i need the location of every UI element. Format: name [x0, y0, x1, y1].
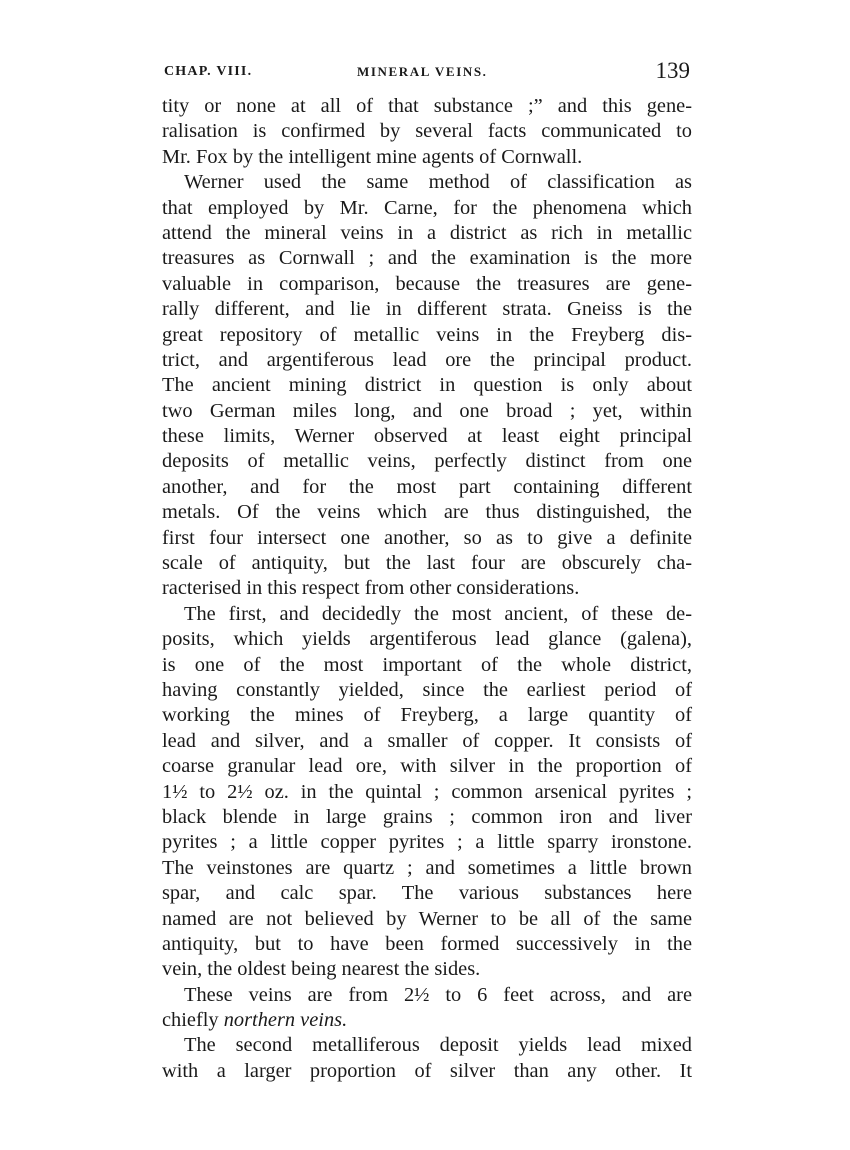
text-line	[162, 399, 692, 424]
text-line	[162, 500, 692, 525]
text-line	[162, 119, 692, 144]
text-line	[162, 551, 692, 576]
text-line	[162, 957, 692, 982]
chapter-label: CHAP. VIII.	[164, 64, 253, 79]
text-line	[162, 323, 692, 348]
line-text: These veins are from 2½ to 6 feet across, and are	[184, 983, 692, 1006]
text-line	[162, 246, 692, 271]
text-line	[162, 145, 692, 170]
text-line	[162, 932, 692, 957]
line-text: great repository of metallic veins in the Freyberg dis-	[162, 323, 692, 346]
line-text: Werner used the same method of classification as	[184, 171, 692, 194]
line-text: The veinstones are quartz ; and sometimes a little brown	[162, 856, 692, 879]
body-text	[162, 94, 692, 1084]
text-line	[162, 983, 692, 1008]
line-text: tity or none at all of that substance ;” and this gene-	[162, 95, 692, 117]
text-line	[162, 729, 692, 754]
page-number: 139	[655, 58, 690, 83]
line-text: having constantly yielded, since the earliest period of	[162, 678, 692, 701]
text-line	[162, 449, 692, 474]
line-text: racterised in this respect from other considerations.	[162, 577, 580, 600]
book-page	[162, 60, 692, 1084]
line-text: The ancient mining district in question is only about	[162, 374, 692, 397]
text-line	[162, 653, 692, 678]
text-line	[162, 602, 692, 627]
line-text: ralisation is confirmed by several facts communicated to	[162, 120, 692, 143]
line-text: these limits, Werner observed at least eight principal	[162, 425, 692, 448]
line-text: attend the mineral veins in a district as rich in metallic	[162, 221, 692, 244]
text-line	[162, 373, 692, 398]
line-text: metals. Of the veins which are thus distinguished, the	[162, 501, 692, 524]
line-text: The second metalliferous deposit yields lead mixed	[184, 1034, 692, 1057]
line-text: treasures as Cornwall ; and the examination is the more	[162, 247, 692, 270]
text-line	[162, 196, 692, 221]
line-text: pyrites ; a little copper pyrites ; a little sparry ironstone.	[162, 831, 692, 854]
text-line	[162, 881, 692, 906]
text-line	[162, 907, 692, 932]
text-line	[162, 1059, 692, 1084]
text-line	[162, 678, 692, 703]
text-line	[162, 526, 692, 551]
text-line	[162, 297, 692, 322]
line-text: scale of antiquity, but the last four are obscurely cha-	[162, 552, 692, 575]
line-text: spar, and calc spar. The various substances here	[162, 882, 692, 905]
line-text: rally different, and lie in different strata. Gneiss is the	[162, 298, 692, 321]
line-text: another, and for the most part containing different	[162, 475, 692, 498]
line-text: 1½ to 2½ oz. in the quintal ; common arsenical pyrites ;	[162, 780, 692, 803]
line-text: black blende in large grains ; common iron and liver	[162, 805, 692, 828]
text-line	[162, 348, 692, 373]
text-line	[162, 170, 692, 195]
running-header	[162, 60, 692, 92]
text-line	[162, 272, 692, 297]
text-line	[162, 1008, 692, 1033]
line-text: valuable in comparison, because the treasures are gene-	[162, 272, 692, 295]
line-text: vein, the oldest being nearest the sides.	[162, 958, 481, 981]
line-italic-text: northern veins.	[223, 1009, 348, 1032]
text-line	[162, 780, 692, 805]
line-text: Mr. Fox by the intelligent mine agents of Cornwall.	[162, 145, 583, 168]
text-line	[162, 627, 692, 652]
text-line	[162, 754, 692, 779]
line-text: working the mines of Freyberg, a large quantity of	[162, 704, 692, 727]
text-line	[162, 221, 692, 246]
line-text: named are not believed by Werner to be all of the same	[162, 907, 692, 930]
line-text: coarse granular lead ore, with silver in the proportion of	[162, 755, 692, 778]
text-line	[162, 475, 692, 500]
text-line	[162, 94, 692, 119]
text-line	[162, 1033, 692, 1058]
text-line	[162, 576, 692, 601]
line-text: lead and silver, and a smaller of copper. It consists of	[162, 729, 692, 752]
text-line	[162, 703, 692, 728]
line-text: posits, which yields argentiferous lead glance (galena),	[162, 628, 692, 651]
line-text: chiefly	[162, 1009, 224, 1032]
line-text: two German miles long, and one broad ; yet, within	[162, 399, 692, 422]
line-text: trict, and argentiferous lead ore the principal product.	[162, 348, 692, 371]
line-text: first four intersect one another, so as to give a definite	[162, 526, 692, 549]
line-text: with a larger proportion of silver than any other. It	[162, 1059, 692, 1082]
line-text: deposits of metallic veins, perfectly distinct from one	[162, 450, 692, 473]
line-text: that employed by Mr. Carne, for the phenomena which	[162, 196, 692, 219]
running-title: MINERAL VEINS.	[357, 64, 488, 79]
text-line	[162, 856, 692, 881]
text-line	[162, 830, 692, 855]
text-line	[162, 424, 692, 449]
line-text: The first, and decidedly the most ancient, of these de-	[184, 602, 692, 625]
text-line	[162, 805, 692, 830]
line-text: antiquity, but to have been formed successively in the	[162, 932, 692, 955]
line-text: is one of the most important of the whole district,	[162, 653, 692, 676]
